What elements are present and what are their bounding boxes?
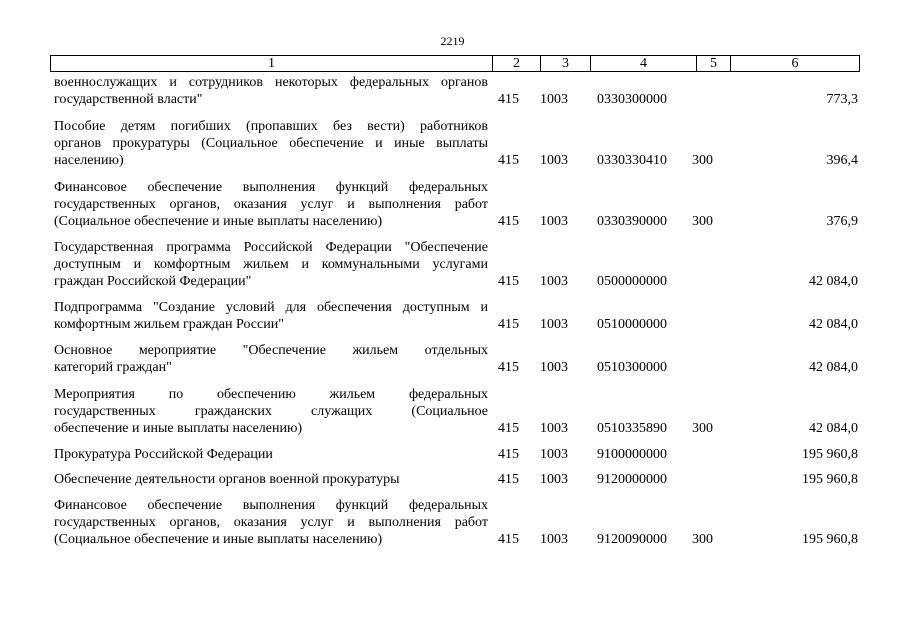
- row-description-line: Финансовое обеспечение выполнения функций федеральных: [54, 498, 488, 513]
- row-description-line: (Социальное обеспечение и иные выплаты населению): [54, 532, 383, 547]
- row-col-4: 0500000000: [597, 274, 667, 289]
- table-row: [50, 446, 858, 463]
- row-col-2: 415: [498, 214, 519, 229]
- row-description-line: органов прокуратуры (Социальное обеспечение и иные выплаты: [54, 136, 488, 151]
- row-description-line: комфортным жильем граждан России": [54, 317, 284, 332]
- row-col-5: 300: [692, 214, 713, 229]
- row-col-3: 1003: [540, 360, 568, 375]
- row-description-line: доступным и комфортным жильем и коммунальными услугами: [54, 257, 488, 272]
- header-col-6: 6: [791, 56, 799, 71]
- row-col-5: 300: [692, 532, 713, 547]
- page-number: 2219: [440, 34, 465, 48]
- header-col-2: 2: [493, 56, 541, 71]
- row-description-line: государственной власти": [54, 92, 203, 107]
- row-col-3: 1003: [540, 214, 568, 229]
- row-col-2: 415: [498, 447, 519, 462]
- row-col-6: 42 084,0: [809, 360, 858, 375]
- row-col-2: 415: [498, 360, 519, 375]
- row-col-3: 1003: [540, 421, 568, 436]
- row-col-4: 9100000000: [597, 447, 667, 462]
- row-col-4: 9120000000: [597, 472, 667, 487]
- row-description-line: Обеспечение деятельности органов военной прокуратуры: [54, 472, 400, 487]
- row-col-2: 415: [498, 532, 519, 547]
- row-description-line: Мероприятия по обеспечению жильем федеральных: [54, 387, 488, 402]
- header-col-1: 1: [51, 56, 493, 71]
- row-col-3: 1003: [540, 274, 568, 289]
- row-description-line: государственных органов, оказания услуг и выполнения работ: [54, 197, 488, 212]
- row-description-line: Государственная программа Российской Федерации "Обеспечение: [54, 240, 488, 255]
- row-col-2: 415: [498, 153, 519, 168]
- row-col-3: 1003: [540, 447, 568, 462]
- row-col-4: 0330330410: [597, 153, 667, 168]
- row-description-line: государственных органов, оказания услуг и выполнения работ: [54, 515, 488, 530]
- row-description-line: военнослужащих и сотрудников некоторых федеральных органов: [54, 75, 488, 90]
- header-col-5: 5: [697, 56, 731, 71]
- row-col-4: 0510335890: [597, 421, 667, 436]
- row-col-4: 9120090000: [597, 532, 667, 547]
- row-col-6: 42 084,0: [809, 317, 858, 332]
- row-description-line: Прокуратура Российской Федерации: [54, 447, 273, 462]
- table-row: [50, 299, 858, 333]
- row-col-3: 1003: [540, 472, 568, 487]
- row-description-line: категорий граждан": [54, 360, 172, 375]
- row-col-6: 195 960,8: [802, 532, 858, 547]
- table-row: [50, 74, 858, 108]
- row-col-2: 415: [498, 274, 519, 289]
- table-row: [50, 179, 858, 230]
- table-row: [50, 471, 858, 488]
- row-col-2: 415: [498, 92, 519, 107]
- row-col-3: 1003: [540, 92, 568, 107]
- row-col-3: 1003: [540, 153, 568, 168]
- row-col-6: 195 960,8: [802, 447, 858, 462]
- table-row: [50, 386, 858, 437]
- row-col-4: 0510000000: [597, 317, 667, 332]
- table-row: [50, 239, 858, 290]
- row-col-4: 0510300000: [597, 360, 667, 375]
- row-col-6: 42 084,0: [809, 421, 858, 436]
- row-col-6: 195 960,8: [802, 472, 858, 487]
- header-col-4: 4: [591, 56, 697, 71]
- row-description-line: Основное мероприятие "Обеспечение жильем отдельных: [54, 343, 488, 358]
- header-col-3: 3: [541, 56, 591, 71]
- row-description-line: государственных гражданских служащих (Социальное: [54, 404, 488, 419]
- row-description-line: населению): [54, 153, 124, 168]
- table-header: [50, 55, 860, 72]
- row-col-2: 415: [498, 421, 519, 436]
- row-col-4: 0330390000: [597, 214, 667, 229]
- row-col-4: 0330300000: [597, 92, 667, 107]
- table-row: [50, 342, 858, 376]
- table-row: [50, 497, 858, 548]
- row-col-5: 300: [692, 421, 713, 436]
- row-description-line: Финансовое обеспечение выполнения функций федеральных: [54, 180, 488, 195]
- row-col-2: 415: [498, 317, 519, 332]
- row-description-line: (Социальное обеспечение и иные выплаты населению): [54, 214, 383, 229]
- row-description-line: граждан Российской Федерации": [54, 274, 252, 289]
- row-col-6: 773,3: [826, 92, 858, 107]
- row-col-6: 376,9: [826, 214, 858, 229]
- row-col-6: 396,4: [826, 153, 858, 168]
- row-description-line: обеспечение и иные выплаты населению): [54, 421, 303, 436]
- row-description-line: Подпрограмма "Создание условий для обеспечения доступным и: [54, 300, 488, 315]
- table-row: [50, 118, 858, 169]
- row-col-6: 42 084,0: [809, 274, 858, 289]
- row-description-line: Пособие детям погибших (пропавших без вести) работников: [54, 119, 488, 134]
- row-col-5: 300: [692, 153, 713, 168]
- row-col-3: 1003: [540, 317, 568, 332]
- row-col-3: 1003: [540, 532, 568, 547]
- row-col-2: 415: [498, 472, 519, 487]
